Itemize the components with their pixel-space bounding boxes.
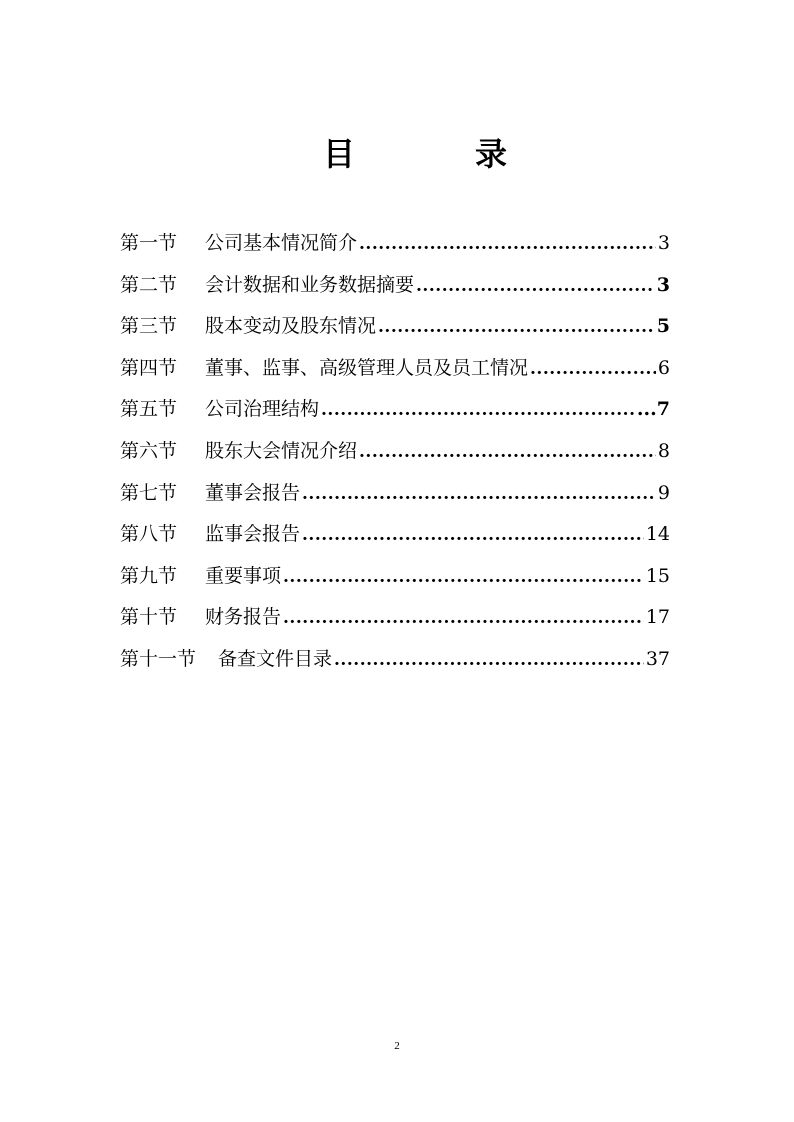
toc-section-label: 第十节 [120,606,178,629]
toc-page-number: 15 [645,564,670,587]
toc-entry-title: 财务报告 [205,606,282,629]
toc-entry-1[interactable] [120,225,670,267]
toc-entry-title: 会计数据和业务数据摘要 [205,273,415,296]
toc-dot-leader [302,476,656,512]
toc-heading [0,130,794,180]
toc-entry-title: 监事会报告 [205,523,301,546]
toc-section-label: 第五节 [120,398,178,421]
toc-section-label: 第一节 [120,232,178,254]
toc-page-number: 17 [645,606,670,629]
toc-entry-9[interactable] [120,558,670,600]
toc-entry-5[interactable] [120,391,670,433]
toc-dot-leader [359,226,656,262]
toc-entry-7[interactable] [120,475,670,517]
toc-entry-title: 股东大会情况介绍 [205,439,358,462]
toc-heading-char-2: 录 [475,135,508,173]
toc-page-number: 8 [657,439,670,462]
toc-dot-leader [378,309,655,345]
toc-dot-leader [334,642,644,678]
toc-page-number: 9 [657,481,670,504]
toc-page-number: 5 [656,315,670,338]
toc-entry-title: 公司治理结构 [205,398,320,421]
toc-dot-leader [283,559,644,595]
table-of-contents [120,225,670,683]
toc-page-number: 37 [645,647,670,670]
toc-entry-8[interactable] [120,516,670,558]
toc-section-label: 第二节 [120,273,178,296]
toc-section-label: 第八节 [120,523,178,546]
toc-section-label: 第四节 [120,356,178,379]
toc-dot-leader [283,600,644,636]
toc-section-label: 第六节 [120,439,178,462]
toc-entry-title: 股本变动及股东情况 [205,315,377,338]
toc-heading-char-1: 目 [323,135,356,173]
toc-page-number: 3 [656,273,670,296]
toc-dot-leader [530,351,656,387]
toc-entry-11[interactable] [120,641,670,683]
toc-entry-3[interactable] [120,308,670,350]
toc-section-label: 第十一节 [120,647,197,670]
toc-page-number: ...7 [636,398,670,421]
page-number-footer: 2 [394,1040,400,1052]
toc-page-number: 14 [645,523,670,546]
toc-dot-leader [416,268,655,304]
toc-section-label: 第七节 [120,481,178,504]
toc-dot-leader [302,517,644,553]
toc-entry-title: 备查文件目录 [218,647,333,670]
toc-page-number: 3 [657,232,670,254]
toc-entry-6[interactable] [120,433,670,475]
toc-entry-10[interactable] [120,599,670,641]
toc-dot-leader [321,392,635,428]
toc-page-number: 6 [657,356,670,379]
toc-entry-title: 董事会报告 [205,481,301,504]
toc-entry-4[interactable] [120,350,670,392]
toc-dot-leader [359,434,656,470]
toc-entry-title: 公司基本情况简介 [205,232,358,254]
toc-section-label: 第三节 [120,315,178,338]
toc-entry-2[interactable] [120,267,670,309]
toc-entry-title: 重要事项 [205,564,282,587]
toc-section-label: 第九节 [120,564,178,587]
toc-entry-title: 董事、监事、高级管理人员及员工情况 [205,356,529,379]
